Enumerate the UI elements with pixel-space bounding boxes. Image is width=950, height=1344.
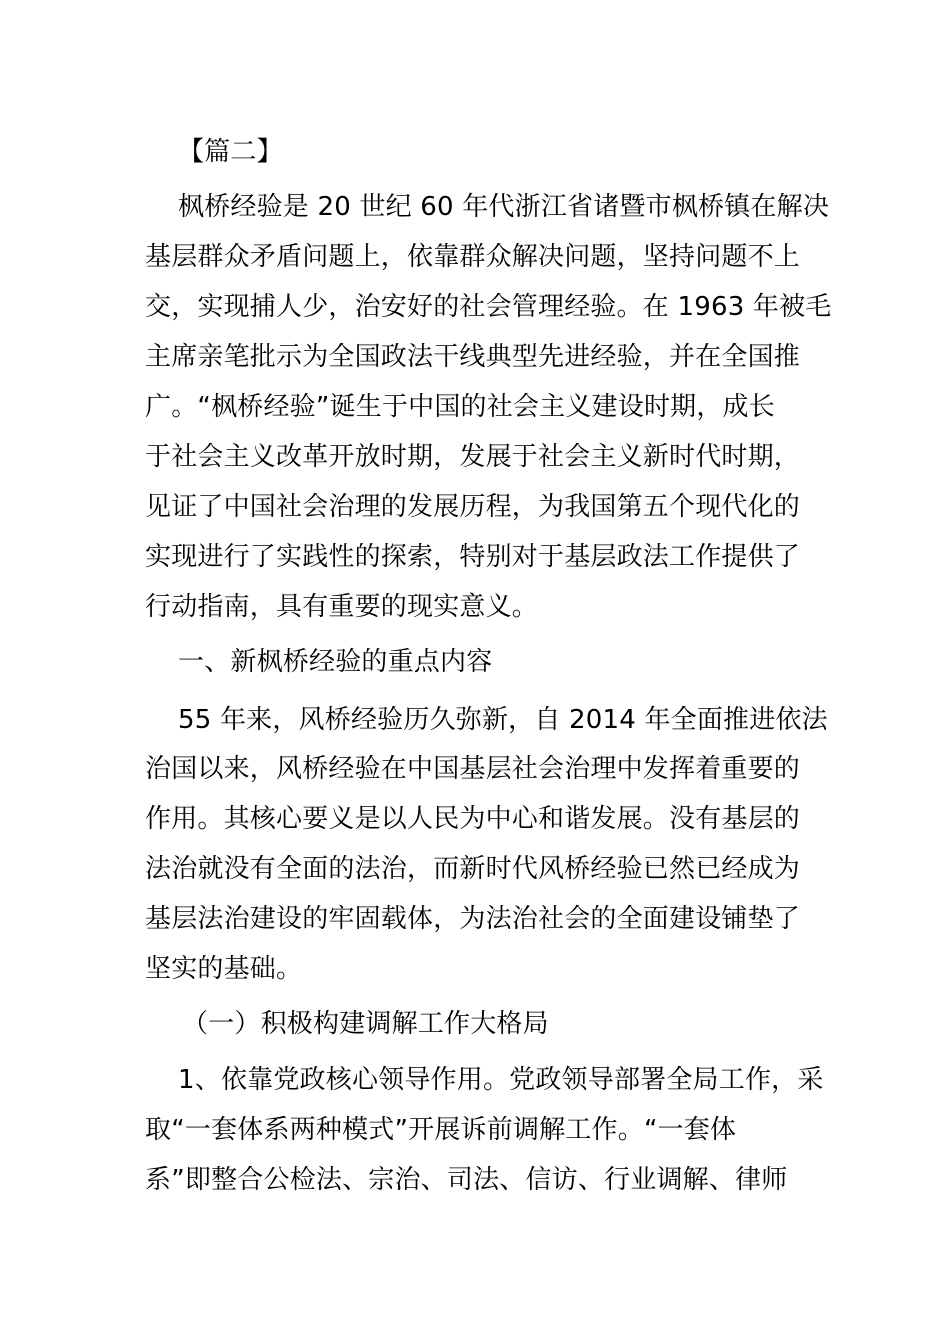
- paragraph-line: 55 年来，风桥经验历久弥新，自 2014 年全面推进依法: [178, 705, 828, 735]
- paragraph-line: 1、依靠党政核心领导作用。党政领导部署全局工作，采: [178, 1065, 824, 1095]
- paragraph-line: 系”即整合公检法、宗治、司法、信访、行业调解、律师: [145, 1165, 788, 1195]
- paragraph-line: 于社会主义改革开放时期，发展于社会主义新时代时期，: [145, 442, 801, 472]
- section-title: 【篇二】: [178, 137, 283, 167]
- paragraph-line: 治国以来，风桥经验在中国基层社会治理中发挥着重要的: [145, 754, 801, 784]
- paragraph-line: 见证了中国社会治理的发展历程，为我国第五个现代化的: [145, 492, 801, 522]
- paragraph-line: 枫桥经验是 20 世纪 60 年代浙江省诸暨市枫桥镇在解决: [178, 192, 830, 222]
- paragraph-line: 主席亲笔批示为全国政法干线典型先进经验，并在全国推: [145, 342, 801, 372]
- paragraph-line: 基层群众矛盾问题上，依靠群众解决问题，坚持问题不上: [145, 242, 801, 272]
- paragraph-line: 广。“枫桥经验”诞生于中国的社会主义建设时期，成长: [145, 392, 775, 422]
- paragraph-line: 交，实现捕人少，治安好的社会管理经验。在 1963 年被毛: [145, 292, 832, 322]
- paragraph-line: 基层法治建设的牢固载体，为法治社会的全面建设铺垫了: [145, 904, 801, 934]
- section-heading: 一、新枫桥经验的重点内容: [178, 647, 493, 677]
- paragraph-line: 取“一套体系两种模式”开展诉前调解工作。“一套体: [145, 1115, 737, 1145]
- paragraph-line: 法治就没有全面的法治，而新时代风桥经验已然已经成为: [145, 854, 801, 884]
- paragraph-line: 坚实的基础。: [145, 954, 303, 984]
- paragraph-line: 实现进行了实践性的探索，特别对于基层政法工作提供了: [145, 542, 801, 572]
- paragraph-line: 作用。其核心要义是以人民为中心和谐发展。没有基层的: [145, 804, 801, 834]
- paragraph-line: 行动指南，具有重要的现实意义。: [145, 592, 539, 622]
- subsection-heading: （一）积极构建调解工作大格局: [182, 1009, 549, 1039]
